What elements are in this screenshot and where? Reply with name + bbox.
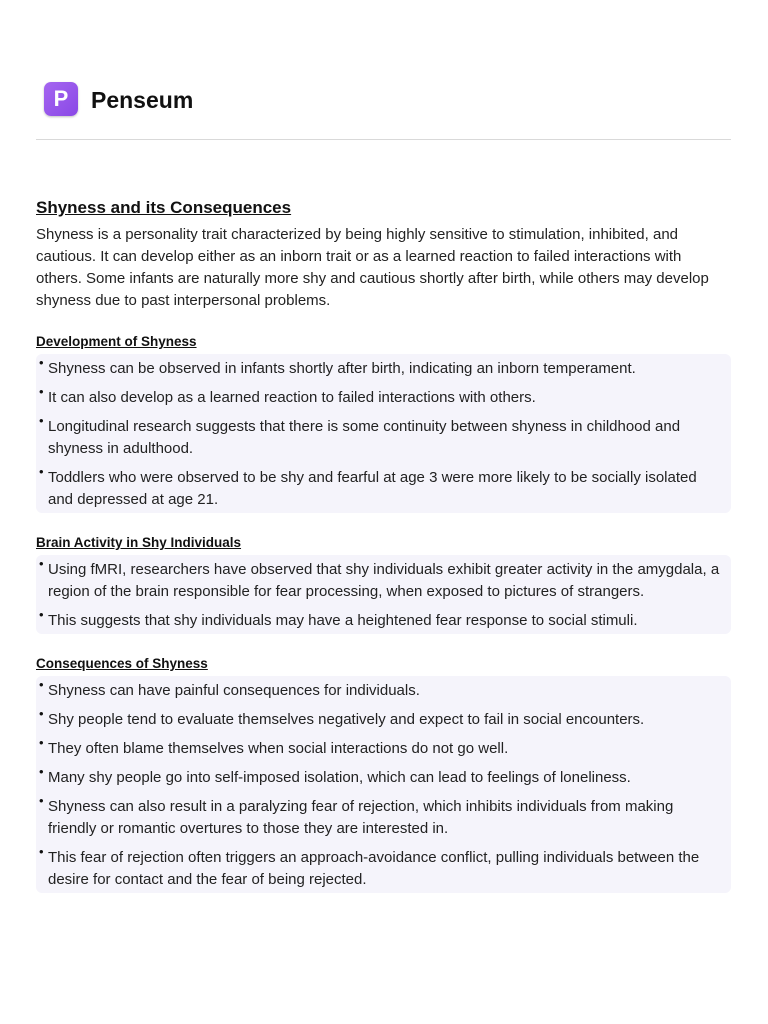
bullet-list [36,354,731,513]
section-heading: Consequences of Shyness [36,656,208,671]
bullet-icon: • [39,793,44,808]
list-item-text: It can also develop as a learned reaction to failed interactions with others. [48,389,536,406]
bullet-icon: • [39,844,44,859]
list-item-text: Shyness can also result in a paralyzing fear of rejection, which inhibits individuals from making friendly or romantic overtures to those they are interested in. [48,798,674,837]
list-item-text: Shyness can have painful consequences for individuals. [48,682,420,699]
list-item-text: Longitudinal research suggests that there is some continuity between shyness in childhood and shyness in adulthood. [48,418,681,457]
list-item [39,384,721,409]
section-development [36,333,731,513]
list-item-text: Shy people tend to evaluate themselves negatively and expect to fail in social encounters. [48,711,645,728]
list-item [39,844,721,891]
page-title: Shyness and its Consequences [36,198,292,217]
brand-name[interactable]: Penseum [91,87,194,113]
bullet-icon: • [39,735,44,750]
list-item-text: Using fMRI, researchers have observed that shy individuals exhibit greater activity in the amygdala, a region of the brain responsible for fear processing, when exposed to pictures of strangers. [48,561,720,600]
section-consequences [36,655,731,893]
document-content [36,197,731,893]
bullet-list [36,555,731,634]
bullet-list [36,676,731,893]
section-heading: Development of Shyness [36,334,197,349]
list-item-text: They often blame themselves when social interactions do not go well. [48,740,509,757]
bullet-icon: • [39,384,44,399]
section-heading: Brain Activity in Shy Individuals [36,535,242,550]
list-item [39,556,721,603]
list-item [39,464,721,511]
section-brain-activity [36,534,731,634]
bullet-icon: • [39,607,44,622]
header [36,82,731,140]
list-item [39,355,721,380]
bullet-icon: • [39,556,44,571]
list-item [39,677,721,702]
bullet-icon: • [39,764,44,779]
list-item-text: Many shy people go into self-imposed isolation, which can lead to feelings of loneliness. [48,769,631,786]
list-item [39,413,721,460]
list-item [39,607,721,632]
penseum-logo-icon[interactable]: P [44,82,78,116]
list-item-text: This suggests that shy individuals may have a heightened fear response to social stimuli. [48,612,638,629]
intro-paragraph: Shyness is a personality trait characterized by being highly sensitive to stimulation, inhibited, and cautious. It can develop either as an inborn trait or as a learned reaction to failed interactions with others. Some infants are naturally more shy and cautious shortly after birth, while others may develop shyness due to past interpersonal problems. [36,226,709,309]
bullet-icon: • [39,355,44,370]
bullet-icon: • [39,706,44,721]
bullet-icon: • [39,413,44,428]
list-item-text: This fear of rejection often triggers an approach-avoidance conflict, pulling individuals between the desire for contact and the fear of being rejected. [48,849,700,888]
list-item [39,764,721,789]
list-item [39,793,721,840]
list-item [39,706,721,731]
bullet-icon: • [39,464,44,479]
list-item-text: Toddlers who were observed to be shy and fearful at age 3 were more likely to be socially isolated and depressed at age 21. [48,469,697,508]
list-item-text: Shyness can be observed in infants shortly after birth, indicating an inborn temperament. [48,360,636,377]
bullet-icon: • [39,677,44,692]
list-item [39,735,721,760]
